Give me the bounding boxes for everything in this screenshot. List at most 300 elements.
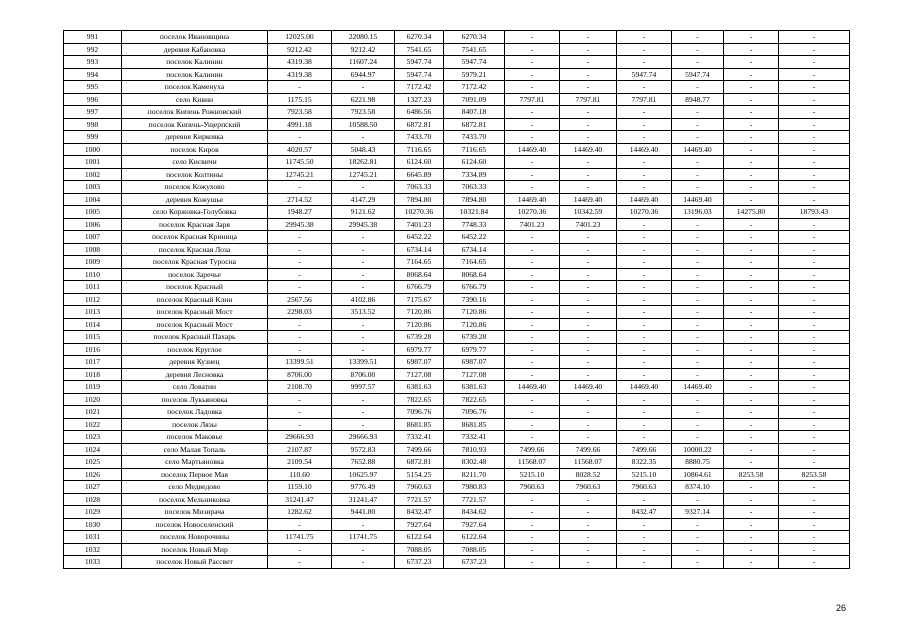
table-row	[64, 118, 850, 131]
value-cell: 8374.10	[672, 481, 724, 494]
value-cell: 6734.14	[444, 243, 505, 256]
value-cell: -	[505, 306, 560, 319]
row-number-cell: 1031	[64, 531, 122, 544]
value-cell: -	[724, 481, 779, 494]
value-cell: -	[268, 518, 332, 531]
value-cell: 7797.81	[617, 93, 672, 106]
value-cell: -	[672, 368, 724, 381]
value-cell: -	[560, 393, 617, 406]
value-cell: -	[560, 256, 617, 269]
value-cell: 7822.65	[444, 393, 505, 406]
table-row	[64, 93, 850, 106]
value-cell: -	[672, 556, 724, 569]
value-cell: -	[332, 518, 395, 531]
value-cell: 6979.77	[395, 343, 444, 356]
table-row	[64, 556, 850, 569]
value-cell: 7960.63	[617, 481, 672, 494]
value-cell: -	[560, 231, 617, 244]
value-cell: -	[332, 331, 395, 344]
value-cell: 7401.23	[505, 218, 560, 231]
value-cell: -	[617, 531, 672, 544]
table-row	[64, 218, 850, 231]
settlement-name-cell: село Малая Топаль	[122, 443, 268, 456]
settlement-name-cell: поселок Красный	[122, 281, 268, 294]
page-number: 26	[836, 603, 847, 613]
value-cell: -	[560, 106, 617, 119]
value-cell: 3513.52	[332, 306, 395, 319]
value-cell: -	[724, 306, 779, 319]
value-cell: 22080.15	[332, 31, 395, 44]
value-cell: 13399.51	[268, 356, 332, 369]
value-cell: 8407.18	[444, 106, 505, 119]
value-cell: 1282.62	[268, 506, 332, 519]
value-cell: -	[268, 231, 332, 244]
value-cell: 8432.47	[395, 506, 444, 519]
table-row	[64, 318, 850, 331]
value-cell: -	[617, 306, 672, 319]
value-cell: -	[505, 81, 560, 94]
value-cell: 7721.57	[395, 493, 444, 506]
value-cell: -	[505, 556, 560, 569]
value-cell: -	[505, 343, 560, 356]
row-number-cell: 1027	[64, 481, 122, 494]
value-cell: 7822.65	[395, 393, 444, 406]
value-cell: 8681.85	[444, 418, 505, 431]
settlement-name-cell: деревня Кабановка	[122, 43, 268, 56]
value-cell: -	[672, 418, 724, 431]
table-row	[64, 381, 850, 394]
value-cell: -	[268, 81, 332, 94]
value-cell: 7401.23	[395, 218, 444, 231]
value-cell: -	[672, 518, 724, 531]
value-cell: -	[560, 43, 617, 56]
row-number-cell: 1012	[64, 293, 122, 306]
value-cell: -	[332, 393, 395, 406]
value-cell: -	[779, 143, 850, 156]
table-row	[64, 143, 850, 156]
table-row	[64, 206, 850, 219]
value-cell: -	[617, 418, 672, 431]
value-cell: -	[779, 218, 850, 231]
row-number-cell: 991	[64, 31, 122, 44]
value-cell: 9327.14	[672, 506, 724, 519]
settlement-name-cell: поселок Круглое	[122, 343, 268, 356]
value-cell: -	[505, 331, 560, 344]
value-cell: 29666.93	[332, 431, 395, 444]
value-cell: -	[560, 518, 617, 531]
value-cell: 7120.86	[444, 318, 505, 331]
value-cell: -	[779, 118, 850, 131]
value-cell: -	[724, 518, 779, 531]
value-cell: -	[505, 243, 560, 256]
value-cell: 7797.81	[560, 93, 617, 106]
value-cell: -	[560, 181, 617, 194]
value-cell: -	[617, 356, 672, 369]
value-cell: -	[724, 268, 779, 281]
value-cell: -	[332, 343, 395, 356]
row-number-cell: 1022	[64, 418, 122, 431]
value-cell: 6124.60	[395, 156, 444, 169]
value-cell: 8434.62	[444, 506, 505, 519]
value-cell: -	[505, 531, 560, 544]
value-cell: -	[672, 331, 724, 344]
settlement-name-cell: поселок Мизирача	[122, 506, 268, 519]
value-cell: -	[779, 393, 850, 406]
value-cell: -	[724, 218, 779, 231]
value-cell: -	[672, 231, 724, 244]
row-number-cell: 993	[64, 56, 122, 69]
value-cell: -	[617, 56, 672, 69]
value-cell: 1948.27	[268, 206, 332, 219]
value-cell: 7334.89	[444, 168, 505, 181]
row-number-cell: 1030	[64, 518, 122, 531]
value-cell: 8322.35	[617, 456, 672, 469]
value-cell: -	[268, 556, 332, 569]
value-cell: -	[724, 256, 779, 269]
value-cell: -	[779, 356, 850, 369]
value-cell: 7433.70	[395, 131, 444, 144]
value-cell: -	[505, 281, 560, 294]
row-number-cell: 1000	[64, 143, 122, 156]
value-cell: 6122.64	[395, 531, 444, 544]
row-number-cell: 1011	[64, 281, 122, 294]
value-cell: 7401.23	[560, 218, 617, 231]
value-cell: -	[505, 68, 560, 81]
table-row	[64, 156, 850, 169]
value-cell: 6979.77	[444, 343, 505, 356]
value-cell: -	[779, 543, 850, 556]
value-cell: 7175.67	[395, 293, 444, 306]
table-body	[64, 31, 850, 569]
value-cell: -	[779, 168, 850, 181]
value-cell: -	[779, 268, 850, 281]
value-cell: -	[617, 31, 672, 44]
value-cell: -	[779, 381, 850, 394]
value-cell: 2298.03	[268, 306, 332, 319]
value-cell: 8706.00	[268, 368, 332, 381]
value-cell: -	[505, 156, 560, 169]
value-cell: -	[505, 518, 560, 531]
settlement-name-cell: поселок Красная Лоза	[122, 243, 268, 256]
value-cell: -	[617, 81, 672, 94]
value-cell: -	[505, 56, 560, 69]
value-cell: -	[779, 43, 850, 56]
value-cell: -	[560, 418, 617, 431]
value-cell: 11607.24	[332, 56, 395, 69]
value-cell: 6381.63	[395, 381, 444, 394]
value-cell: -	[672, 131, 724, 144]
value-cell: -	[724, 106, 779, 119]
value-cell: -	[560, 331, 617, 344]
table-row	[64, 443, 850, 456]
settlement-name-cell: поселок Красный Пахарь	[122, 331, 268, 344]
value-cell: -	[505, 181, 560, 194]
value-cell: -	[560, 31, 617, 44]
value-cell: 7390.16	[444, 293, 505, 306]
value-cell: 18262.81	[332, 156, 395, 169]
row-number-cell: 1033	[64, 556, 122, 569]
value-cell: -	[724, 368, 779, 381]
value-cell: 12025.00	[268, 31, 332, 44]
value-cell: 6944.97	[332, 68, 395, 81]
value-cell: -	[724, 231, 779, 244]
row-number-cell: 1013	[64, 306, 122, 319]
value-cell: -	[724, 181, 779, 194]
value-cell: -	[779, 181, 850, 194]
row-number-cell: 1003	[64, 181, 122, 194]
value-cell: -	[779, 243, 850, 256]
value-cell: -	[505, 256, 560, 269]
value-cell: 10270.36	[505, 206, 560, 219]
settlement-name-cell: поселок Кипень-Ущерпский	[122, 118, 268, 131]
value-cell: -	[617, 343, 672, 356]
table-row	[64, 193, 850, 206]
value-cell: 2109.54	[268, 456, 332, 469]
value-cell: -	[617, 231, 672, 244]
row-number-cell: 1006	[64, 218, 122, 231]
value-cell: 8880.75	[672, 456, 724, 469]
value-cell: 6645.89	[395, 168, 444, 181]
table-row	[64, 356, 850, 369]
value-cell: -	[617, 518, 672, 531]
value-cell: 10321.84	[444, 206, 505, 219]
value-cell: 7499.66	[617, 443, 672, 456]
value-cell: -	[617, 181, 672, 194]
value-cell: 14469.40	[617, 143, 672, 156]
value-cell: -	[505, 231, 560, 244]
table-row	[64, 518, 850, 531]
value-cell: 7096.76	[444, 406, 505, 419]
value-cell: -	[560, 368, 617, 381]
value-cell: -	[724, 381, 779, 394]
value-cell: -	[724, 168, 779, 181]
value-cell: -	[672, 356, 724, 369]
value-cell: 11568.07	[560, 456, 617, 469]
value-cell: 10270.36	[395, 206, 444, 219]
value-cell: 29945.38	[268, 218, 332, 231]
value-cell: -	[672, 81, 724, 94]
value-cell: -	[724, 281, 779, 294]
value-cell: 7120.86	[444, 306, 505, 319]
value-cell: 7721.57	[444, 493, 505, 506]
table-row	[64, 268, 850, 281]
value-cell: -	[779, 506, 850, 519]
row-number-cell: 1028	[64, 493, 122, 506]
value-cell: 14469.40	[505, 381, 560, 394]
value-cell: 6124.60	[444, 156, 505, 169]
value-cell: -	[505, 356, 560, 369]
value-cell: 1175.15	[268, 93, 332, 106]
value-cell: 7541.65	[395, 43, 444, 56]
value-cell: 6766.79	[395, 281, 444, 294]
value-cell: 8028.52	[560, 468, 617, 481]
value-cell: 7960.63	[395, 481, 444, 494]
settlement-name-cell: поселок Каменуха	[122, 81, 268, 94]
value-cell: -	[617, 268, 672, 281]
table-row	[64, 31, 850, 44]
settlement-name-cell: деревня Кожушье	[122, 193, 268, 206]
value-cell: -	[617, 331, 672, 344]
value-cell: -	[268, 268, 332, 281]
value-cell: -	[268, 131, 332, 144]
value-cell: -	[560, 268, 617, 281]
value-cell: -	[724, 431, 779, 444]
value-cell: 7127.08	[395, 368, 444, 381]
value-cell: -	[724, 68, 779, 81]
value-cell: 8068.64	[444, 268, 505, 281]
value-cell: -	[779, 231, 850, 244]
value-cell: 7810.93	[444, 443, 505, 456]
value-cell: 11741.75	[332, 531, 395, 544]
settlement-name-cell: село Коржовка-Голубовка	[122, 206, 268, 219]
value-cell: 6872.81	[395, 118, 444, 131]
settlement-name-cell: поселок Киров	[122, 143, 268, 156]
value-cell: 31241.47	[268, 493, 332, 506]
settlement-name-cell: поселок Новый Рассвет	[122, 556, 268, 569]
value-cell: 7091.09	[444, 93, 505, 106]
settlement-name-cell: поселок Лукьяновка	[122, 393, 268, 406]
value-cell: 7960.63	[560, 481, 617, 494]
value-cell: -	[332, 556, 395, 569]
value-cell: 8681.85	[395, 418, 444, 431]
value-cell: 5215.10	[505, 468, 560, 481]
value-cell: 7797.81	[505, 93, 560, 106]
value-cell: -	[268, 243, 332, 256]
value-cell: 9997.57	[332, 381, 395, 394]
value-cell: -	[672, 281, 724, 294]
value-cell: 7116.65	[444, 143, 505, 156]
value-cell: -	[617, 431, 672, 444]
value-cell: 7164.65	[395, 256, 444, 269]
value-cell: -	[672, 31, 724, 44]
settlement-name-cell: поселок Кожухово	[122, 181, 268, 194]
value-cell: -	[617, 118, 672, 131]
row-number-cell: 994	[64, 68, 122, 81]
value-cell: -	[724, 293, 779, 306]
settlement-name-cell: поселок Новый Мир	[122, 543, 268, 556]
value-cell: 14469.40	[672, 193, 724, 206]
value-cell: -	[617, 318, 672, 331]
value-cell: 7164.65	[444, 256, 505, 269]
value-cell: -	[779, 531, 850, 544]
value-cell: 7127.08	[444, 368, 505, 381]
value-cell: -	[268, 256, 332, 269]
value-cell: -	[332, 268, 395, 281]
value-cell: -	[617, 243, 672, 256]
value-cell: 5947.74	[395, 68, 444, 81]
table-row	[64, 468, 850, 481]
value-cell: 10588.50	[332, 118, 395, 131]
value-cell: -	[505, 118, 560, 131]
value-cell: -	[724, 131, 779, 144]
value-cell: 7652.88	[332, 456, 395, 469]
row-number-cell: 1024	[64, 443, 122, 456]
value-cell: -	[560, 306, 617, 319]
value-cell: -	[332, 81, 395, 94]
value-cell: -	[672, 318, 724, 331]
row-number-cell: 1017	[64, 356, 122, 369]
row-number-cell: 1019	[64, 381, 122, 394]
value-cell: -	[560, 531, 617, 544]
value-cell: -	[268, 393, 332, 406]
value-cell: -	[560, 131, 617, 144]
value-cell: -	[724, 356, 779, 369]
value-cell: -	[560, 81, 617, 94]
value-cell: -	[724, 343, 779, 356]
value-cell: 6122.64	[444, 531, 505, 544]
value-cell: -	[268, 418, 332, 431]
value-cell: -	[779, 93, 850, 106]
value-cell: -	[779, 431, 850, 444]
table-row	[64, 281, 850, 294]
value-cell: -	[560, 506, 617, 519]
value-cell: 6987.07	[444, 356, 505, 369]
value-cell: -	[617, 168, 672, 181]
row-number-cell: 1002	[64, 168, 122, 181]
value-cell: 7927.64	[395, 518, 444, 531]
value-cell: -	[617, 368, 672, 381]
value-cell: 7120.86	[395, 318, 444, 331]
value-cell: -	[724, 493, 779, 506]
value-cell: 5947.74	[444, 56, 505, 69]
value-cell: -	[505, 131, 560, 144]
value-cell: 6452.22	[444, 231, 505, 244]
row-number-cell: 1023	[64, 431, 122, 444]
table-row	[64, 81, 850, 94]
value-cell: -	[672, 406, 724, 419]
value-cell: -	[672, 268, 724, 281]
value-cell: 6381.63	[444, 381, 505, 394]
settlement-name-cell: село Кивин	[122, 93, 268, 106]
value-cell: -	[724, 543, 779, 556]
value-cell: 2567.56	[268, 293, 332, 306]
value-cell: -	[617, 406, 672, 419]
value-cell: -	[332, 243, 395, 256]
value-cell: -	[505, 43, 560, 56]
value-cell: -	[724, 506, 779, 519]
value-cell: -	[672, 56, 724, 69]
value-cell: -	[724, 318, 779, 331]
value-cell: -	[724, 243, 779, 256]
settlement-name-cell: поселок Заречье	[122, 268, 268, 281]
value-cell: -	[779, 81, 850, 94]
settlement-name-cell: поселок Красная Заря	[122, 218, 268, 231]
table-row	[64, 493, 850, 506]
value-cell: 7499.66	[505, 443, 560, 456]
table-row	[64, 531, 850, 544]
value-cell: -	[505, 393, 560, 406]
row-number-cell: 1032	[64, 543, 122, 556]
value-cell: 5215.10	[617, 468, 672, 481]
value-cell: 29666.93	[268, 431, 332, 444]
value-cell: 7499.66	[560, 443, 617, 456]
value-cell: 1159.10	[268, 481, 332, 494]
value-cell: -	[560, 556, 617, 569]
value-cell: 6766.79	[444, 281, 505, 294]
settlement-name-cell: поселок Первое Мая	[122, 468, 268, 481]
value-cell: 14469.40	[672, 381, 724, 394]
value-cell: 6221.98	[332, 93, 395, 106]
value-cell: -	[672, 181, 724, 194]
value-cell: 14469.40	[560, 143, 617, 156]
table-row	[64, 418, 850, 431]
value-cell: 2108.70	[268, 381, 332, 394]
value-cell: 7172.42	[444, 81, 505, 94]
value-cell: 14469.40	[505, 193, 560, 206]
settlement-name-cell: село Медведово	[122, 481, 268, 494]
row-number-cell: 999	[64, 131, 122, 144]
value-cell: 10000.22	[672, 443, 724, 456]
